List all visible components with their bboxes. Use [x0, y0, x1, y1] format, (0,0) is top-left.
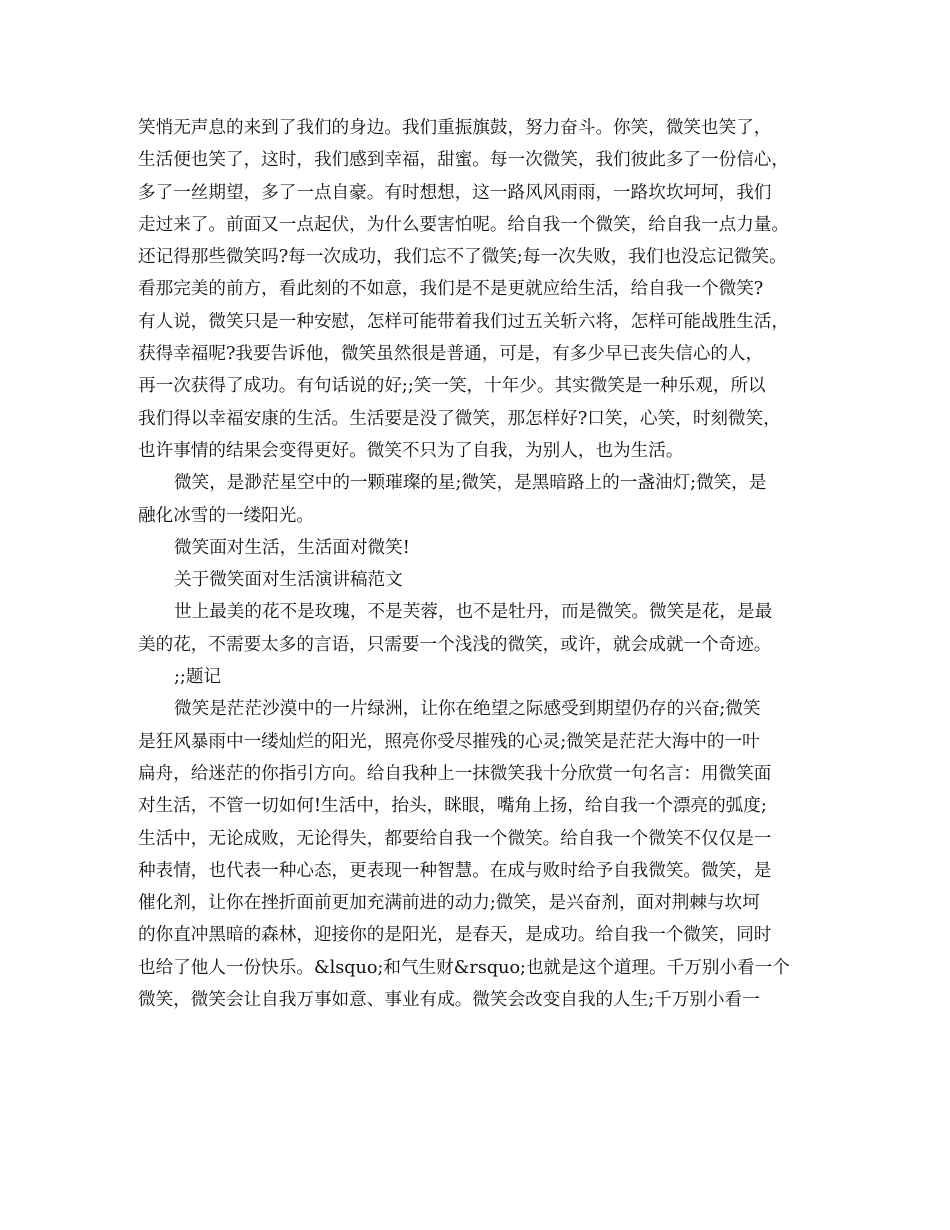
text-line: 也许事情的结果会变得更好。微笑不只为了自我，为别人，也为生活。: [138, 440, 684, 461]
text-line: 是狂风暴雨中一缕灿烂的阳光，照亮你受尽摧残的心灵;微笑是茫茫大海中的一叶: [138, 731, 760, 752]
text-line: 多了一丝期望，多了一点自豪。有时想想，这一路风风雨雨，一路坎坎坷坷，我们: [138, 182, 772, 203]
text-line: 催化剂，让你在挫折面前更加充满前进的动力;微笑，是兴奋剂，面对荆棘与坎坷: [138, 893, 760, 914]
text-line: 笑悄无声息的来到了我们的身边。我们重振旗鼓，努力奋斗。你笑，微笑也笑了，: [138, 118, 772, 138]
text-line: 微笑，是渺茫星空中的一颗璀璨的星;微笑，是黑暗路上的一盏油灯;微笑，是: [174, 473, 767, 494]
text-line: 微笑，微笑会让自我万事如意、事业有成。微笑会改变自我的人生;千万别小看一: [138, 990, 760, 1011]
text-line: 看那完美的前方，看此刻的不如意，我们是不是更就应给生活，给自我一个微笑?: [138, 279, 764, 300]
text-line: 还记得那些微笑吗?每一次成功，我们忘不了微笑;每一次失败，我们也没忘记微笑。: [138, 247, 787, 268]
text-line: 微笑面对生活，生活面对微笑!: [174, 537, 410, 558]
text-line: 扁舟，给迷茫的你指引方向。给自我种上一抹微笑我十分欣赏一句名言：用微笑面: [138, 763, 772, 784]
text-line: 微笑是茫茫沙漠中的一片绿洲，让你在绝望之际感受到期望仍存的兴奋;微笑: [174, 699, 761, 720]
text-line: 种表情，也代表一种心态，更表现一种智慧。在成与败时给予自我微笑。微笑，是: [138, 860, 772, 881]
text-line: 走过来了。前面又一点起伏，为什么要害怕呢。给自我一个微笑，给自我一点力量。: [138, 214, 789, 235]
text-line: 生活中，无论成败，无论得失，都要给自我一个微笑。给自我一个微笑不仅仅是一: [138, 828, 772, 849]
text-line: 的你直冲黑暗的森林，迎接你的是阳光，是春天，是成功。给自我一个微笑，同时: [138, 925, 772, 946]
text-line: 获得幸福呢?我要告诉他，微笑虽然很是普通，可是，有多少早已丧失信心的人，: [138, 344, 764, 365]
text-line: 有人说，微笑只是一种安慰，怎样可能带着我们过五关斩六将，怎样可能战胜生活，: [138, 311, 789, 332]
text-line: 也给了他人一份快乐。&lsquo;和气生财&rsquo;也就是这个道理。千万别小看一个: [138, 957, 790, 978]
text-line: ;;题记: [174, 667, 222, 688]
text-line: 对生活，不管一切如何!生活中，抬头，眯眼，嘴角上扬，给自我一个漂亮的弧度;: [138, 796, 767, 817]
text-line: 融化冰雪的一缕阳光。: [138, 505, 314, 526]
text-line: 关于微笑面对生活演讲稿范文: [174, 570, 403, 591]
text-line: 美的花，不需要太多的言语，只需要一个浅浅的微笑，或许，就会成就一个奇迹。: [138, 634, 772, 655]
text-line: 生活便也笑了，这时，我们感到幸福，甜蜜。每一次微笑，我们彼此多了一份信心，: [138, 150, 789, 171]
text-line: 世上最美的花不是玫瑰，不是芙蓉，也不是牡丹，而是微笑。微笑是花，是最: [174, 602, 773, 623]
text-line: 我们得以幸福安康的生活。生活要是没了微笑，那怎样好?口笑，心笑，时刻微笑，: [138, 408, 781, 429]
document-body: [0, 112, 950, 1016]
text-line: 再一次获得了成功。有句话说的好;;笑一笑，十年少。其实微笑是一种乐观，所以: [138, 376, 766, 397]
